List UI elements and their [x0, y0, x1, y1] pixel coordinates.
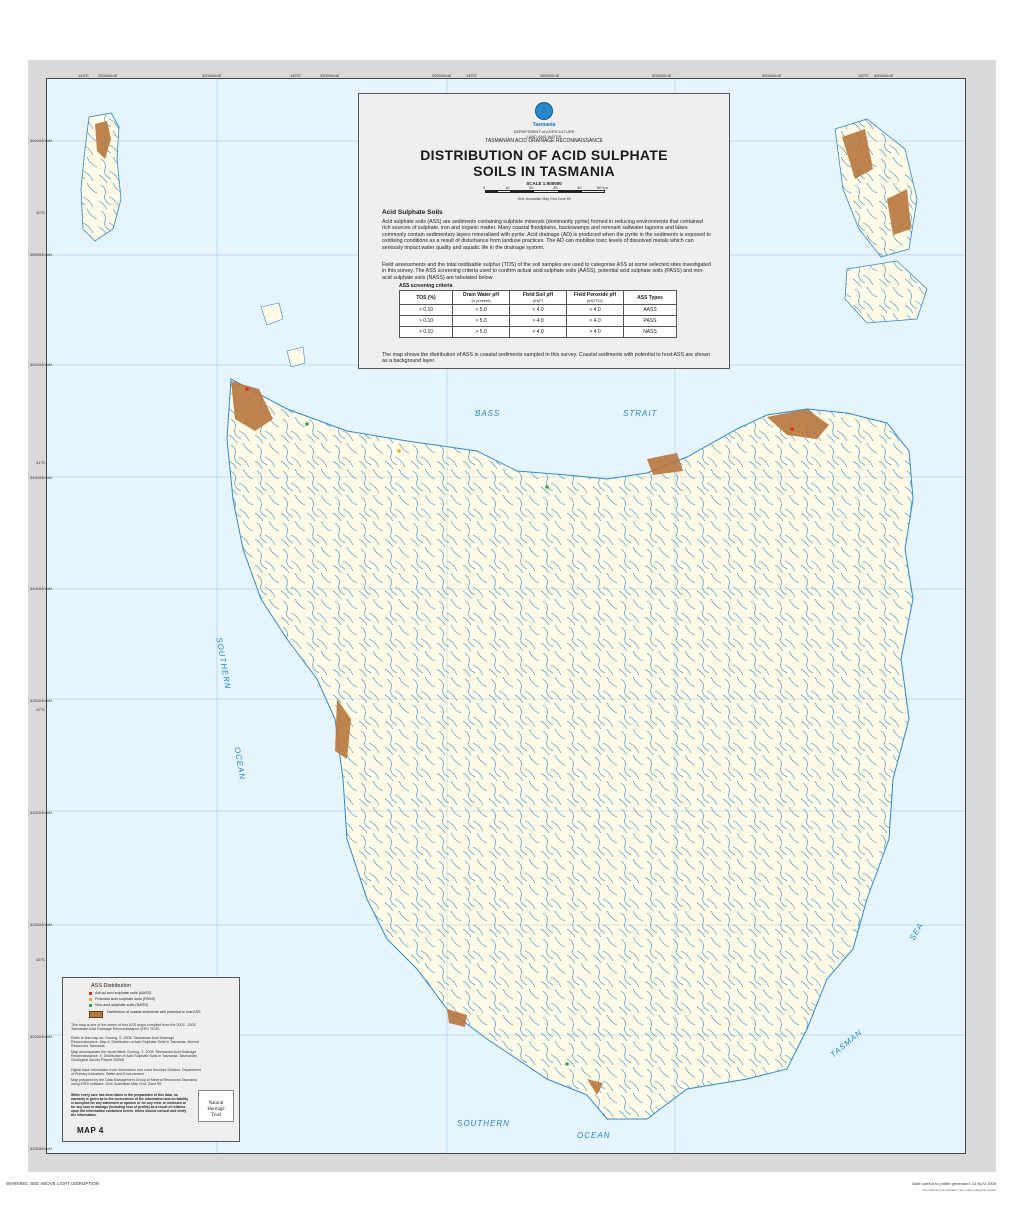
map-scale: SCALE 1:500000: [526, 181, 562, 186]
title-panel: [358, 93, 730, 369]
table-header-row: [400, 291, 677, 305]
legend-item-aass: Actual acid sulphate soils (AASS): [89, 991, 151, 995]
report-note: Map accompanies the report titled: Gurung, S. 2005. Tasmanian Acid Drainage Reconnaissance, 4. Distribution of Acid Sulphate Soils in Tasmania. Tasmanian Geological Survey Report 2005/8: [71, 1050, 197, 1063]
grid-label-left: 41°S: [36, 460, 45, 465]
natural-heritage-trust-logo: [198, 1090, 234, 1122]
nht-line-3: Trust: [210, 1113, 222, 1118]
table-cell: > 4.0: [567, 327, 624, 338]
table-header: Field Soil pH pH(F): [510, 291, 567, 305]
table-header: Field Peroxide pH pH(FOX): [567, 291, 624, 305]
table-row: [400, 305, 677, 316]
department-line-2: LAND AND WATER: [526, 134, 562, 139]
grid-label-left: 5500000mN: [30, 362, 52, 367]
grid-label-top: 148°E: [466, 73, 477, 78]
nht-line-2: Heritage: [207, 1107, 225, 1112]
table-cell: > 0.10: [400, 316, 453, 327]
sea-label-southern: SOUTHERN: [214, 636, 233, 691]
table-cell: < 4.0: [567, 305, 624, 316]
sea-label-sea: SEA: [907, 921, 926, 942]
nht-line-1: Natural: [208, 1101, 224, 1106]
nass-swatch: [89, 1004, 92, 1007]
sediment-label: Distribution of coastal sediments with potential to host ASS: [107, 1010, 201, 1014]
table-cell: PASS: [624, 316, 677, 327]
description-para-1: Acid sulphate soils (ASS) are sediments containing sulphide minerals (dominantly pyrite) formed in reducing environments that contained rich sources of sulphate, iron and organic matter. Many coastal floodplains, backswamps and remnant saltwater lagoons and lakes commonly contain sedimentary layers mineralised with pyrite. Acid drainage (AD) is produced when the pyrite in the sediments is exposed to oxidising conditions as a result of disturbance from landuse practices. The AD can mobilise toxic levels of dissolved metals which can seriously impact water quality and aquatic life in the drainage system.: [382, 219, 711, 251]
table-row: [400, 327, 677, 338]
table-cell: > 4.0: [510, 316, 567, 327]
legend-item-nass: Non-acid sulphate soils (NASS): [89, 1003, 148, 1007]
grid-label-left: 43°S: [36, 957, 45, 962]
grid-label-top: 500000mE: [652, 73, 672, 78]
tasmania-crest-icon: [535, 102, 553, 120]
table-header: TOS (%): [400, 291, 453, 305]
grid-label-top: 144°E: [78, 73, 89, 78]
sediment-swatch: [89, 1011, 103, 1018]
criteria-title: ASS screening criteria: [399, 283, 453, 289]
scale-tick: 10: [505, 185, 510, 190]
grid-label-left: 5350000mN: [30, 698, 52, 703]
grid-label-left: 5300000mN: [30, 810, 52, 815]
scale-bar: [485, 190, 605, 193]
table-header: ASS Types: [624, 291, 677, 305]
map-number: MAP 4: [77, 1126, 104, 1135]
disclaimer: While every care has been taken in the preparation of this data, no warranty is given as to the correctness of the information and no liability is accepted for any statement or opinion or for any error or omission or for any loss or damage (including loss of profits) as a result of reliance upon the information contained herein. Users should consult and verify the information.: [71, 1093, 189, 1117]
table-cell: < 4.0: [510, 305, 567, 316]
table-cell: > 4.0: [510, 327, 567, 338]
table-cell: < 4.0: [567, 316, 624, 327]
scale-tick: 40: [577, 185, 582, 190]
grid-label-top: 450000mE: [540, 73, 560, 78]
grid-label-left: 5450000mN: [30, 475, 52, 480]
grid-label-top: 146°E: [290, 73, 301, 78]
grid-label-top: 350000mE: [320, 73, 340, 78]
legend-panel: [62, 977, 240, 1142]
table-cell: NASS: [624, 327, 677, 338]
map-subtitle: TASMANIAN ACID DRAINAGE RECONNAISSANCE: [485, 138, 603, 144]
refer-note: Refer to this map as: Gurung, S. 2005. Tasmanian Acid Drainage Reconnaissance, Map 4: Distribution of Acid Sulphate Soils in Tasmania. Mineral Resources Tasmania: [71, 1036, 200, 1049]
grid-label-top: 600000mE: [874, 73, 894, 78]
map-title-line-2: SOILS IN TASMANIA: [473, 163, 615, 179]
sea-label-ocean: OCEAN: [232, 746, 248, 781]
footer-date: Date correct to profile generated: 14 NOV 2005: [912, 1181, 996, 1186]
grid-label-left: 5600000mN: [30, 138, 52, 143]
aass-swatch: [89, 992, 92, 995]
grid-label-top: 150°E: [858, 73, 869, 78]
grid-label-top: 250000mE: [98, 73, 118, 78]
sea-label-strait: STRAIT: [623, 409, 658, 418]
section-heading: Acid Sulphate Soils: [382, 209, 443, 216]
sea-label-southern-2: SOUTHERN: [457, 1119, 510, 1128]
footer-note: Not endorsed as standard map unless otherwise stated: [922, 1188, 996, 1192]
footer-warning: WARNING: SEE ABOVE LIGHT DISRUPTION: [6, 1181, 100, 1186]
grid-label-left: 5400000mN: [30, 586, 52, 591]
scale-tick: 20: [529, 185, 534, 190]
description-para-3: The map shows the distribution of ASS in coastal sediments sampled in this survey. Coastal sediments with potential to host ASS are shown as a background layer.: [382, 352, 710, 365]
department-line-1: DEPARTMENT of AGRICULTURE: [513, 129, 575, 134]
grid-label-top: 550000mE: [762, 73, 782, 78]
pass-swatch: [89, 998, 92, 1001]
grid-label-left: 5150000mN: [30, 1146, 52, 1151]
legend-title: ASS Distribution: [91, 983, 132, 989]
criteria-table: [399, 290, 677, 338]
grid-label-left: 5200000mN: [30, 1034, 52, 1039]
grid-label-top: 400000mE: [432, 73, 452, 78]
table-cell: > 5.0: [453, 327, 510, 338]
legend-item-pass: Potential acid sulphate soils (PASS): [89, 997, 155, 1001]
map-projection: Grid: Australian Map Grid Zone 55: [517, 197, 571, 201]
table-cell: AASS: [624, 305, 677, 316]
grid-label-left: 5550000mN: [30, 252, 52, 257]
table-cell: > 5.0: [453, 316, 510, 327]
sea-label-ocean-2: OCEAN: [577, 1131, 611, 1140]
grid-label-left: 40°S: [36, 210, 45, 215]
scale-tick: 50 km: [597, 185, 608, 190]
table-header: Drain Water pH (if present): [453, 291, 510, 305]
crest-caption: Tasmania: [532, 122, 556, 128]
scale-tick: 30: [553, 185, 558, 190]
table-cell: < 5.0: [453, 305, 510, 316]
description-para-2: Field assessments and the total oxidisable sulphur (TOS) of the soil samples are used to categorise ASS at some selected sites investigated in this survey. The ASS screening criteria used to confirm actual acid sulphate soils (AASS), potential acid sulphate soils (PASS) and non-acid sulphate soils (NASS) are tabulated below.: [382, 262, 711, 281]
prepared-note: Map prepared by the Data Management Group of Mineral Resources Tasmania using ESRI software. Grid: Australian Map Grid, Zone 55.: [71, 1078, 197, 1087]
sea-label-tasman: TASMAN: [828, 1027, 865, 1060]
scale-tick: 0: [483, 185, 486, 190]
grid-label-left: 5250000mN: [30, 922, 52, 927]
digital-note: Digital base information from Information and Land Services Division, Department of Primary Industries, Water and Environment: [71, 1068, 201, 1077]
sea-label-bass: BASS: [475, 409, 501, 418]
grid-label-left: 42°S: [36, 707, 45, 712]
series-note: This map is one of the series of four ASS maps compiled from the 2003 - 2005 Tasmanian Acid Drainage Reconnaissance (ERC TIDE): [71, 1023, 196, 1032]
table-cell: > 0.10: [400, 305, 453, 316]
map-title-line-1: DISTRIBUTION OF ACID SULPHATE: [420, 147, 668, 163]
table-cell: > 0.10: [400, 327, 453, 338]
table-row: [400, 316, 677, 327]
grid-label-top: 300000mE: [202, 73, 222, 78]
